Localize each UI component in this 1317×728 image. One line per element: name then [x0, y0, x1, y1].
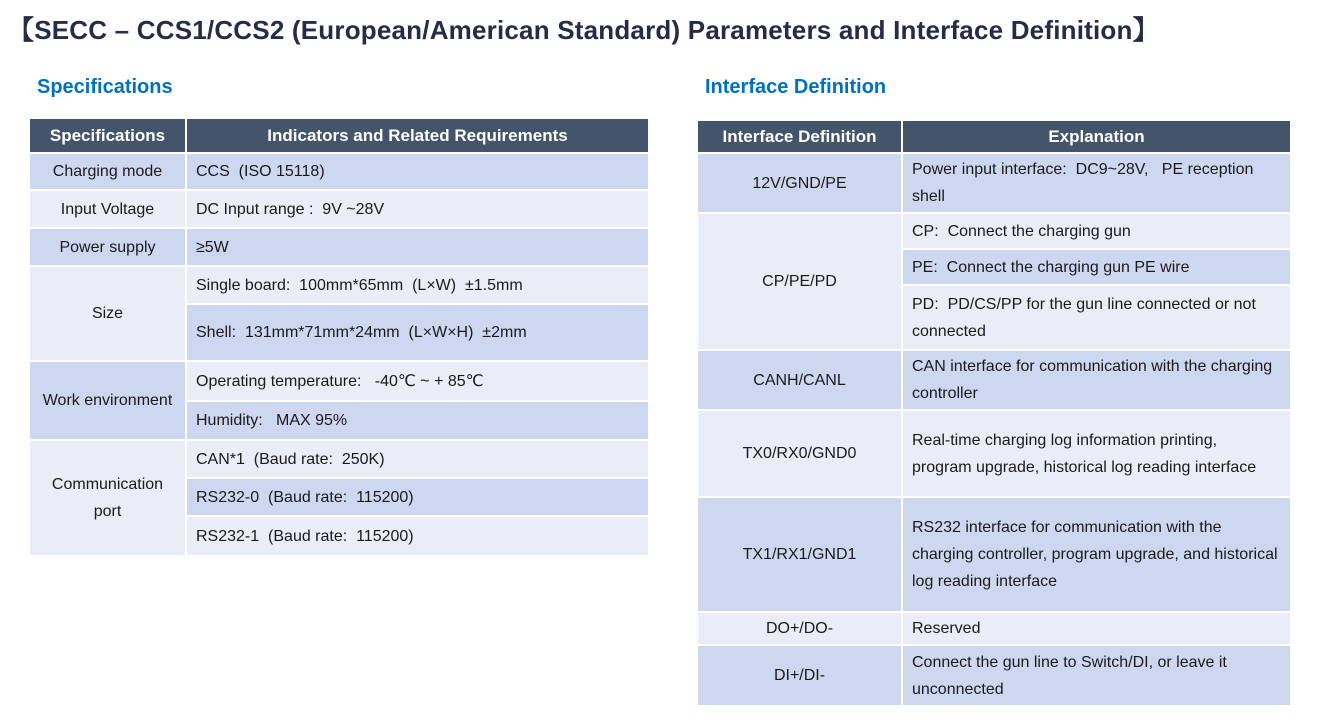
spec-size-label: Size	[29, 266, 186, 361]
table-row	[29, 153, 649, 190]
table-row	[697, 350, 1291, 410]
table-row	[697, 153, 1291, 213]
table-row	[29, 190, 649, 228]
if-do-value: Reserved	[902, 612, 1291, 645]
spec-size-shell-value: Shell: 131mm*71mm*24mm (L×W×H) ±2mm	[186, 304, 649, 361]
if-di-label: DI+/DI-	[697, 645, 902, 706]
spec-power-supply-label: Power supply	[29, 228, 186, 266]
table-row	[697, 213, 1291, 249]
specifications-table	[28, 117, 650, 557]
if-do-label: DO+/DO-	[697, 612, 902, 645]
if-tx0-rx0-gnd0-label: TX0/RX0/GND0	[697, 410, 902, 497]
spec-rs232-1-value: RS232-1 (Baud rate: 115200)	[186, 516, 649, 556]
interface-definition-heading: Interface Definition	[705, 76, 887, 98]
spec-input-voltage-value: DC Input range : 9V ~28V	[186, 190, 649, 228]
interface-header-definition: Interface Definition	[697, 120, 902, 153]
spec-header-specifications: Specifications	[29, 118, 186, 153]
page-title: 【SECC – CCS1/CCS2 (European/American Standard) Parameters and Interface Definition】	[8, 15, 1159, 45]
table-row	[697, 410, 1291, 497]
spec-can-value: CAN*1 (Baud rate: 250K)	[186, 440, 649, 478]
spec-input-voltage-label: Input Voltage	[29, 190, 186, 228]
if-cp-value: CP: Connect the charging gun	[902, 213, 1291, 249]
if-di-value: Connect the gun line to Switch/DI, or leave it unconnected	[902, 645, 1291, 706]
table-row	[697, 497, 1291, 612]
spec-header-row	[29, 118, 649, 153]
if-cp-pe-pd-label: CP/PE/PD	[697, 213, 902, 350]
interface-header-row	[697, 120, 1291, 153]
spec-header-indicators: Indicators and Related Requirements	[186, 118, 649, 153]
table-row	[697, 645, 1291, 706]
if-12v-gnd-pe-label: 12V/GND/PE	[697, 153, 902, 213]
table-row	[29, 266, 649, 304]
interface-definition-table	[696, 119, 1292, 707]
table-row	[697, 612, 1291, 645]
specifications-heading: Specifications	[37, 76, 173, 98]
if-12v-gnd-pe-value: Power input interface: DC9~28V, PE reception shell	[902, 153, 1291, 213]
if-tx1-rx1-gnd1-value: RS232 interface for communication with the charging controller, program upgrade, and historical log reading interface	[902, 497, 1291, 612]
spec-work-environment-label: Work environment	[29, 361, 186, 440]
spec-charging-mode-value: CCS (ISO 15118)	[186, 153, 649, 190]
if-canh-canl-value: CAN interface for communication with the charging controller	[902, 350, 1291, 410]
if-tx1-rx1-gnd1-label: TX1/RX1/GND1	[697, 497, 902, 612]
interface-header-explanation: Explanation	[902, 120, 1291, 153]
if-tx0-rx0-gnd0-value: Real-time charging log information printing, program upgrade, historical log reading interface	[902, 410, 1291, 497]
table-row	[29, 361, 649, 401]
spec-humidity-value: Humidity: MAX 95%	[186, 401, 649, 440]
spec-communication-port-label: Communication port	[29, 440, 186, 556]
spec-size-single-board-value: Single board: 100mm*65mm (L×W) ±1.5mm	[186, 266, 649, 304]
spec-rs232-0-value: RS232-0 (Baud rate: 115200)	[186, 478, 649, 516]
spec-operating-temperature-value: Operating temperature: -40℃ ~ + 85℃	[186, 361, 649, 401]
spec-power-supply-value: ≥5W	[186, 228, 649, 266]
table-row	[29, 228, 649, 266]
if-pd-value: PD: PD/CS/PP for the gun line connected or not connected	[902, 285, 1291, 350]
if-canh-canl-label: CANH/CANL	[697, 350, 902, 410]
spec-charging-mode-label: Charging mode	[29, 153, 186, 190]
if-pe-value: PE: Connect the charging gun PE wire	[902, 249, 1291, 285]
table-row	[29, 440, 649, 478]
